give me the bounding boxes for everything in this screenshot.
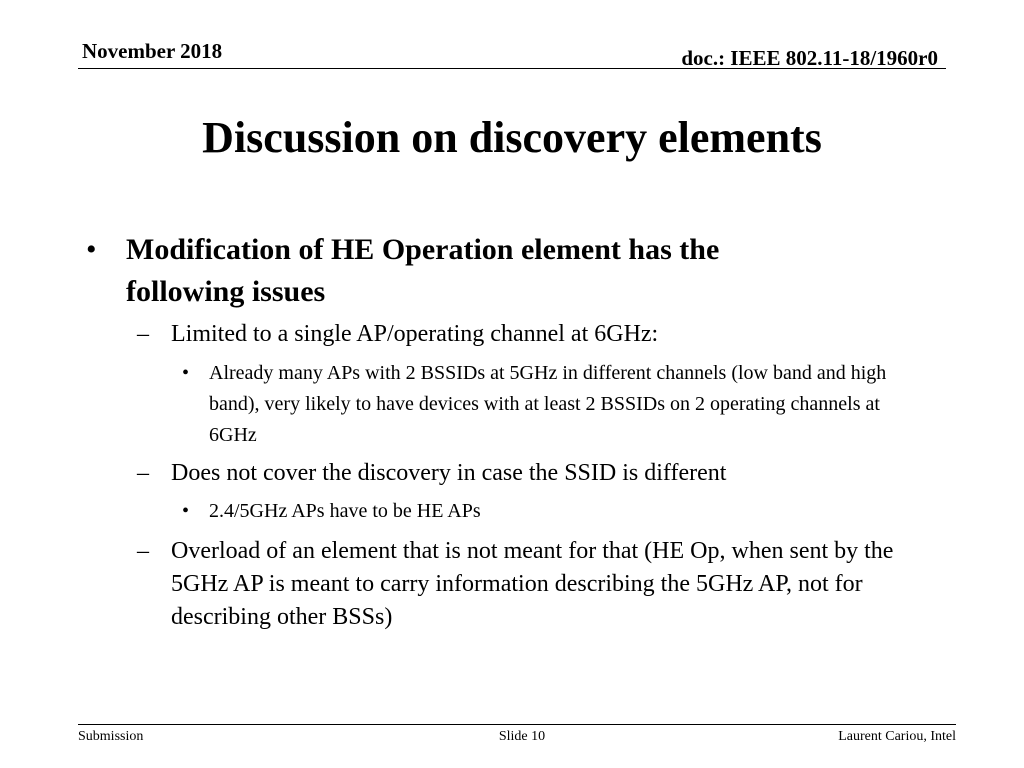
bullet-main-text: Modification of HE Operation element has the following issues bbox=[126, 233, 720, 308]
slide-title: Discussion on discovery elements bbox=[202, 113, 822, 162]
sub-bullet-3 bbox=[137, 535, 931, 634]
sub-sub-bullet-1-text: Already many APs with 2 BSSIDs at 5GHz in different channels (low band and high band), very likely to have devices with at least 2 BSSIDs on 2 operating channels at 6GHz bbox=[209, 362, 887, 446]
header-doc-id: doc.: IEEE 802.11-18/1960r0 bbox=[681, 46, 938, 70]
sub-sub-bullet-1 bbox=[182, 358, 929, 451]
bullet-main bbox=[86, 229, 826, 313]
bullet-marker: • bbox=[182, 500, 190, 522]
footer-author: Laurent Cariou, Intel bbox=[838, 729, 956, 744]
header-date: November 2018 bbox=[82, 39, 223, 63]
sub-bullet-3-text: Overload of an element that is not meant for that (HE Op, when sent by the 5GHz AP is meant to carry information describing the 5GHz AP, not for describing other BSSs) bbox=[171, 538, 894, 630]
sub-bullet-2-text: Does not cover the discovery in case the SSID is different bbox=[171, 460, 727, 486]
bullet-marker: • bbox=[86, 233, 97, 266]
sub-bullet-1-text: Limited to a single AP/operating channel at 6GHz: bbox=[171, 321, 659, 347]
header-divider bbox=[78, 68, 946, 69]
sub-sub-bullet-2-text: 2.4/5GHz APs have to be HE APs bbox=[209, 500, 481, 522]
sub-sub-bullet-2 bbox=[182, 496, 929, 527]
footer-submission: Submission bbox=[78, 729, 144, 744]
dash-marker: – bbox=[137, 321, 149, 347]
footer-divider bbox=[78, 724, 956, 725]
dash-marker: – bbox=[137, 538, 149, 564]
sub-bullet-2 bbox=[137, 457, 727, 490]
sub-bullet-1 bbox=[137, 318, 659, 351]
footer-slide-number: Slide 10 bbox=[498, 729, 546, 744]
bullet-marker: • bbox=[182, 362, 190, 384]
dash-marker: – bbox=[137, 460, 149, 486]
